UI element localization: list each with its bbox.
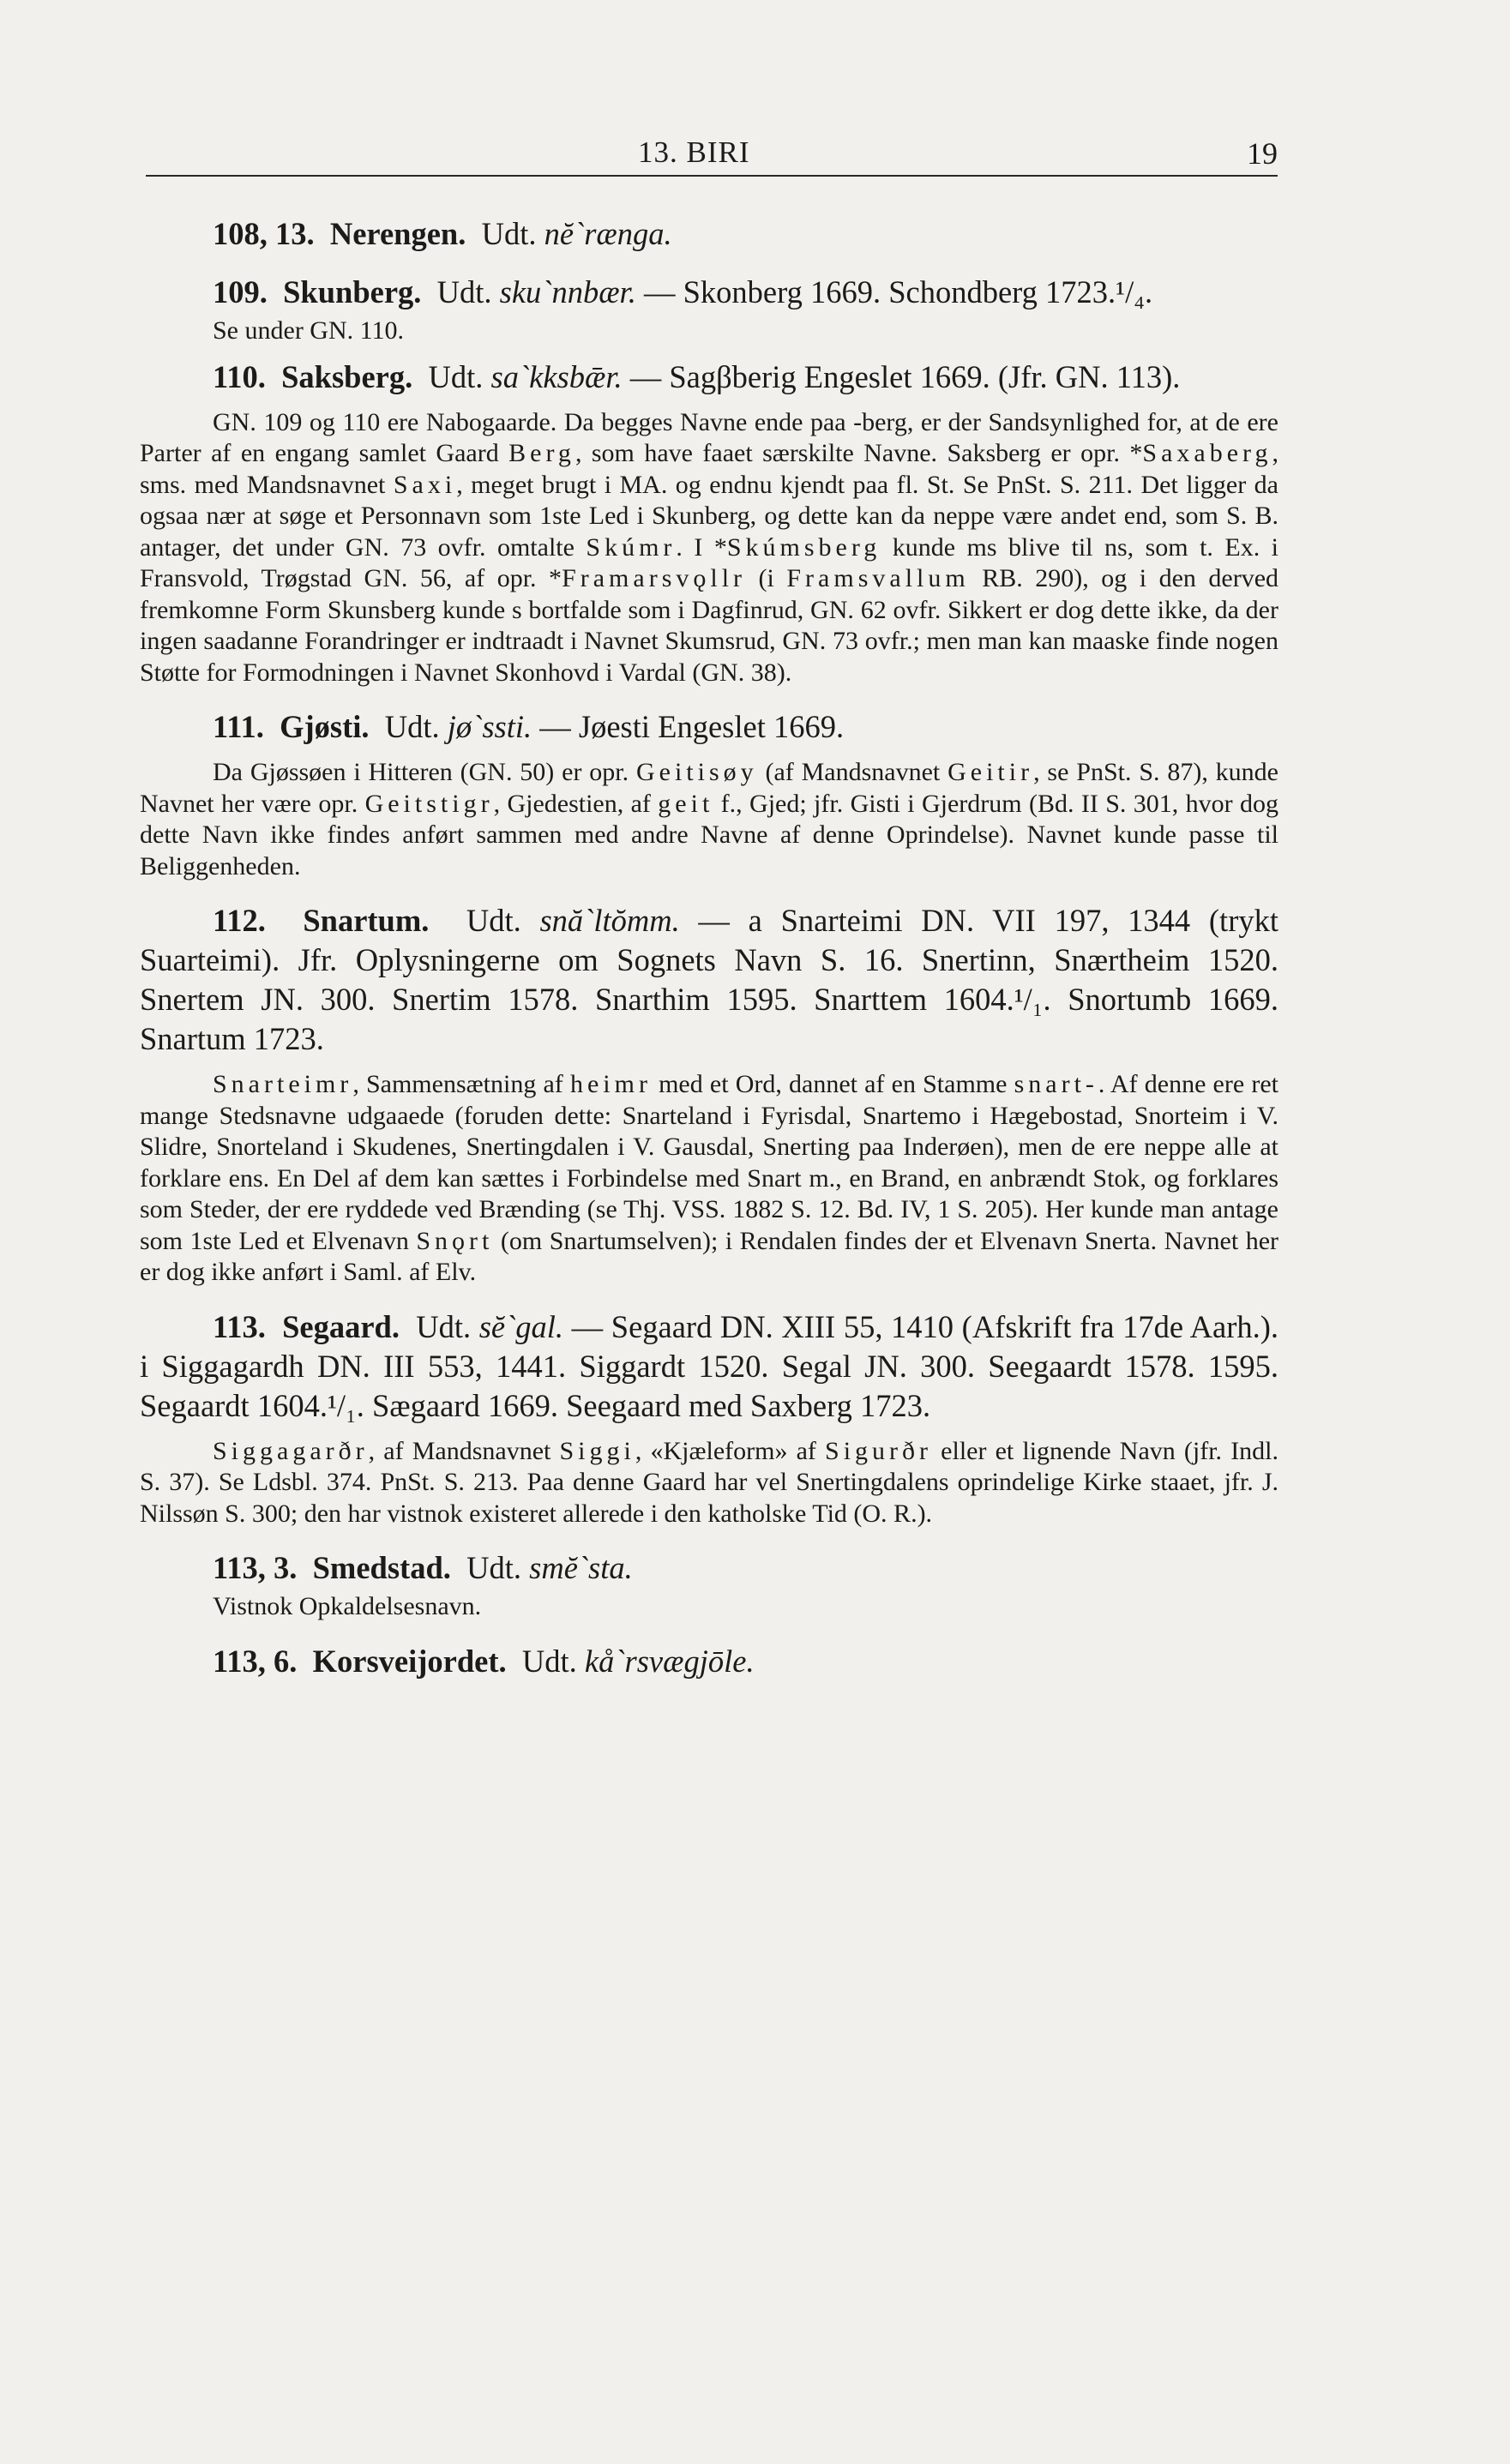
udt-label: Udt. — [466, 903, 521, 938]
spaced-word: Siggi — [559, 1436, 635, 1465]
spaced-word: Skúmr — [586, 532, 677, 562]
historical-forms: — Segaard DN. XIII 55, 1410 (Afskrift fra 17de Aarh.). i Siggagardh DN. III 553, 1441. Siggardt 1520. Segal JN. 300. Seegaardt 1578. 1595. Segaardt 1604.¹/₁. Sægaard 1669. Seegaard med Saxberg 1723. — [140, 1308, 1279, 1423]
udt-label: Udt. — [384, 709, 440, 744]
header-rule — [146, 175, 1278, 177]
spaced-word: geit — [658, 789, 714, 818]
body-text — [140, 214, 1278, 1681]
farm-name: Smedstad. — [312, 1550, 451, 1585]
entry-number: 110. — [213, 358, 266, 394]
udt-label: Udt. — [436, 274, 492, 310]
pronunciation: sĕ`gal. — [478, 1308, 564, 1344]
page-number: 19 — [1247, 136, 1278, 171]
entry-number: 109. — [213, 274, 268, 310]
note-text: , Sammensætning af — [352, 1070, 570, 1098]
note-text: (i — [746, 564, 787, 592]
pronunciation: nĕ`rænga. — [544, 216, 672, 251]
entry-112 — [140, 901, 1278, 1059]
spaced-word: Snǫrt — [416, 1226, 494, 1255]
etymology-note — [140, 1436, 1278, 1530]
udt-label: Udt. — [466, 1550, 521, 1585]
pronunciation: kå`rsvægjōle. — [584, 1643, 755, 1679]
spaced-word: Saxi — [393, 470, 457, 499]
historical-forms: — Jøesti Engeslet 1669. — [532, 709, 845, 744]
note-text: , sms. med Mandsnavnet — [140, 439, 1278, 499]
entry-109 — [140, 273, 1278, 312]
pronunciation: snă`ltŏmm. — [539, 903, 680, 938]
spaced-word: heimr — [569, 1070, 652, 1098]
historical-forms: — Sagβberig Engeslet 1669. (Jfr. GN. 113). — [622, 358, 1181, 394]
note-text: , som have faaet særskilte Navne. Saksberg er opr. * — [575, 439, 1143, 467]
etymology-note — [140, 1069, 1278, 1289]
entry-113-6 — [140, 1642, 1278, 1681]
entry-number: 113. — [213, 1308, 266, 1344]
section-title: 13. BIRI — [638, 135, 750, 169]
pronunciation: sa`kksbǣr. — [490, 358, 623, 394]
spaced-word: Saxaberg — [1142, 439, 1272, 467]
pronunciation: sku`nnbær. — [499, 274, 636, 310]
udt-label: Udt. — [521, 1643, 577, 1679]
entry-number: 108, 13. — [213, 216, 315, 251]
entry-113-3 — [140, 1548, 1278, 1588]
historical-forms: — Skonberg 1669. Schondberg 1723.¹/₄. — [635, 274, 1153, 310]
note-text: med et Ord, dannet af en Stamme — [651, 1070, 1014, 1098]
spaced-word: Skúmsberg — [726, 532, 881, 562]
entry-number: 113, 3. — [213, 1550, 298, 1585]
note-text: . I * — [676, 532, 727, 562]
entry-number: 113, 6. — [213, 1643, 298, 1679]
note-text: (af Mandsnavnet — [757, 758, 948, 786]
note-text: . Af denne ere ret mange Stedsnavne udgaaede (foruden dette: Snarteland i Fyrisdal, Snartemo i Hægebostad, Snorteim i V. Slidre, Snorteland i Skudenes, Snertingdalen i V. Gausdal, Snerting paa Inderøen), men de ere neppe alle at forklare ens. En Del af dem kan sættes i Forbindelse med Snart m., en Brand, en anbrændt Stok, og forklares som Steder, der ere ryddede ved Brænding (se Thj. VSS. 1882 S. 12. Bd. IV, 1 S. 205). Her kunde man antage som 1ste Led et Elvenavn — [140, 1070, 1278, 1255]
udt-label: Udt. — [416, 1308, 472, 1344]
cross-reference: Se under GN. 110. — [213, 316, 405, 345]
farm-name: Korsveijordet. — [312, 1643, 507, 1679]
entry-number: 112. — [213, 903, 266, 938]
note-text: GN. 109 og 110 ere Nabogaarde. Da begges Navne ende paa -berg, er der Sandsynlighed for, at de ere Parter af en engang samlet Gaard — [140, 407, 1278, 467]
note-text: , meget brugt i MA. og endnu kjendt paa fl. St. Se PnSt. S. 211. Det ligger da ogsaa nær at søge et Personnavn som 1ste Led i Skunberg, og dette kan da neppe være andet end, som S. B. antager, det under GN. 73 ovfr. omtalte — [140, 470, 1278, 562]
note-text: f., Gjed; jfr. Gisti i Gjerdrum (Bd. II S. 301, hvor dog dette Navn ikke findes anført sammen med andre Navne af denne Oprindelse). Navnet kunde passe til Beliggenheden. — [140, 789, 1278, 880]
note-text: RB. 290), og i den derved fremkomne Form Skunsberg kunde s bortfalde som i Dagfinrud, GN. 62 ovfr. Sikkert er dog dette ikke, da der ingen saadanne Forandringer er indtraadt i Navnet Skumsrud, GN. 73 ovfr.; men man kan maaske finde nogen Støtte for Formodningen i Navnet Skonhovd i Vardal (GN. 38). — [140, 564, 1279, 687]
pronunciation: smĕ`sta. — [529, 1550, 633, 1585]
note-text: (om Snartumselven); i Rendalen findes der et Elvenavn Snerta. Navnet her er dog ikke anført i Saml. af Elv. — [140, 1226, 1278, 1286]
note-text: , «Kjæleform» af — [635, 1436, 826, 1465]
entry-113 — [140, 1307, 1278, 1426]
note-text: , af Mandsnavnet — [368, 1436, 560, 1465]
note-text: eller et lignende Navn (jfr. Indl. S. 37). Se Ldsbl. 374. PnSt. S. 213. Paa denne Gaard har vel Snertingdalens oprindelige Kirke staaet, jfr. J. Nilssøn S. 300; den har vistnok existeret allerede i den katholske Tid (O. R.). — [140, 1436, 1279, 1528]
farm-name: Skunberg. — [283, 274, 422, 310]
spaced-word: Geitisøy — [635, 758, 758, 786]
running-header — [146, 130, 1278, 175]
entry-110 — [140, 358, 1278, 397]
note-text: Da Gjøssøen i Hitteren (GN. 50) er opr. — [213, 758, 636, 786]
pronunciation: jø`ssti. — [447, 709, 532, 744]
farm-name: Nerengen. — [329, 216, 466, 251]
udt-label: Udt. — [428, 358, 484, 394]
spaced-word: Sigurðr — [825, 1436, 933, 1465]
spaced-word: Framarsvǫllr — [562, 564, 747, 592]
farm-name: Segaard. — [282, 1308, 400, 1344]
spaced-word: Geitir — [948, 758, 1034, 786]
etymology-note — [140, 407, 1278, 689]
entry-108-13 — [140, 214, 1278, 254]
entry-111 — [140, 707, 1278, 747]
spaced-word: snart- — [1014, 1070, 1098, 1098]
historical-forms: — a Snarteimi DN. VII 197, 1344 (trykt Suarteimi). Jfr. Oplysningerne om Sognets Navn S. 16. Snertinn, Snærtheim 1520. Snertem JN. 300. Snertim 1578. Snarthim 1595. Snarttem 1604.¹/₁. Snortumb 1669. Snartum 1723. — [140, 903, 1278, 1056]
spaced-word: Berg — [508, 439, 575, 467]
farm-name: Saksberg. — [281, 358, 413, 394]
note-text: , se PnSt. S. 87), kunde Navnet her være opr. — [140, 758, 1278, 818]
farm-name: Snartum. — [303, 903, 430, 938]
note-text: kunde ms blive til ns, som t. Ex. i Fransvold, Trøgstad GN. 56, af opr. * — [140, 532, 1278, 592]
farm-name: Gjøsti. — [280, 709, 370, 744]
note-line: Vistnok Opkaldelsesnavn. — [213, 1592, 482, 1620]
spaced-word: Snarteimr — [213, 1070, 353, 1098]
spaced-word: Siggagarðr — [213, 1436, 369, 1465]
etymology-note — [140, 757, 1278, 882]
spaced-word: Framsvallum — [786, 564, 970, 592]
entry-number: 111. — [213, 709, 264, 744]
note-text: , Gjedestien, af — [493, 789, 659, 818]
spaced-word: Geitstigr — [364, 789, 494, 818]
udt-label: Udt. — [481, 216, 537, 251]
